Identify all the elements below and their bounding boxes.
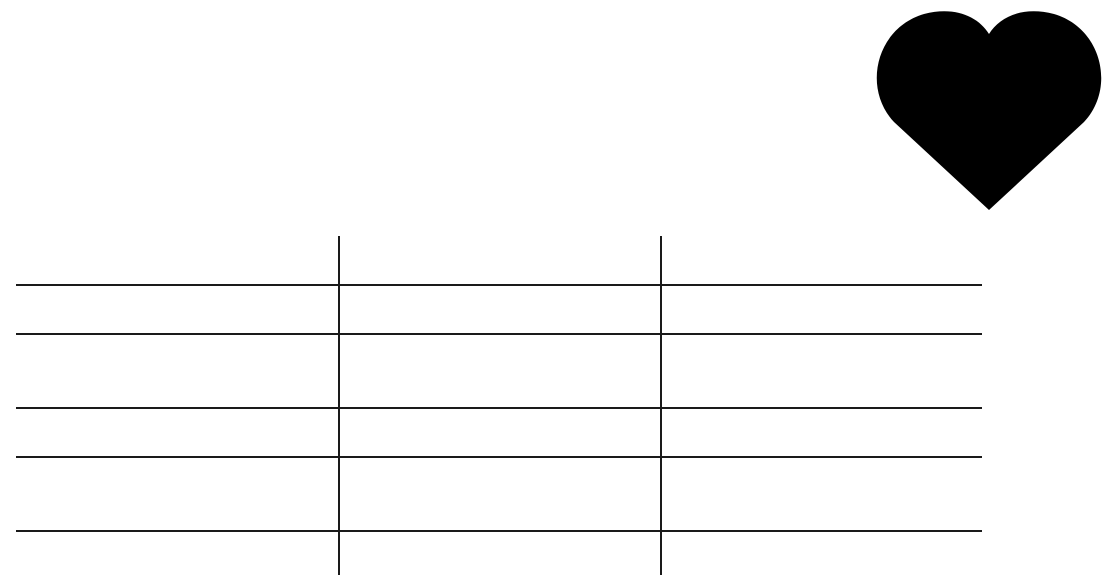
slovak-phrase: [16, 236, 339, 285]
ukrainian-phrase: [339, 531, 661, 575]
ukrainian-phrase: [339, 334, 661, 408]
heart-bottom-half: [874, 110, 1104, 214]
transliteration: [661, 531, 982, 575]
ukrainian-phrase: [339, 457, 661, 531]
transliteration: [661, 236, 982, 285]
table-row: [16, 408, 982, 457]
ukrainian-phrase: [339, 408, 661, 457]
transliteration: [661, 334, 982, 408]
heart-top-half: [874, 6, 1104, 110]
table-row: [16, 285, 982, 334]
slovak-phrase: [16, 457, 339, 531]
transliteration: [661, 408, 982, 457]
table-row: [16, 531, 982, 575]
ukrainian-phrase: [339, 285, 661, 334]
slovak-phrase: [16, 285, 339, 334]
slovak-phrase: [16, 334, 339, 408]
phrases-table: [16, 236, 982, 575]
table-row: [16, 236, 982, 285]
transliteration: [661, 457, 982, 531]
transliteration: [661, 285, 982, 334]
slovak-phrase: [16, 531, 339, 575]
ukrainian-phrase: [339, 236, 661, 285]
slovak-phrase: [16, 408, 339, 457]
table-row: [16, 334, 982, 408]
table-row: [16, 457, 982, 531]
ukraine-heart-icon: [874, 6, 1104, 214]
